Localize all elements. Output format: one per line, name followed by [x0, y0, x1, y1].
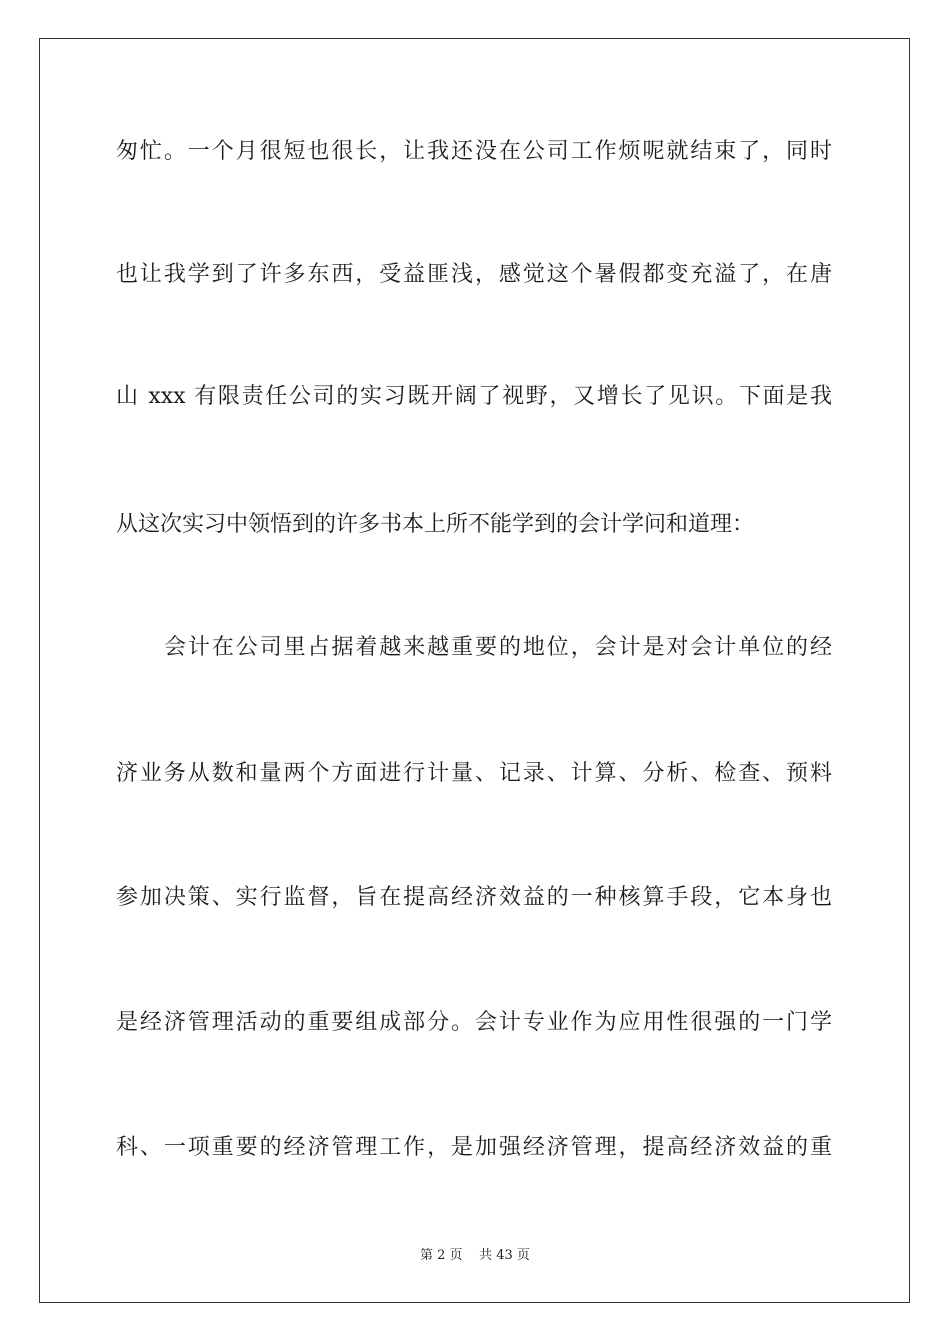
page-border — [39, 38, 910, 1303]
text-line: 是经济管理活动的重要组成部分。会计专业作为应用性很强的一门学 — [116, 1010, 832, 1035]
text-line: 济业务从数和量两个方面进行计量、记录、计算、分析、检查、预料 — [116, 761, 832, 786]
text-line: 科、一项重要的经济管理工作，是加强经济管理，提高经济效益的重 — [116, 1135, 832, 1160]
text-line: 也让我学到了许多东西，受益匪浅，感觉这个暑假都变充溢了，在唐 — [116, 262, 832, 287]
text-line: 从这次实习中领悟到的许多书本上所不能学到的会计学问和道理： — [116, 512, 755, 537]
text-line: 山 xxx 有限责任公司的实习既开阔了视野，又增长了见识。下面是我 — [116, 384, 832, 409]
page-total: 共 43 页 — [479, 1248, 530, 1263]
page-number: 第 2 页 — [420, 1248, 463, 1263]
text-line: 会计在公司里占据着越来越重要的地位，会计是对会计单位的经 — [164, 635, 832, 660]
text-line: 匆忙。一个月很短也很长，让我还没在公司工作烦呢就结束了，同时 — [116, 139, 832, 164]
page-footer — [0, 1247, 950, 1265]
text-line: 参加决策、实行监督，旨在提高经济效益的一种核算手段，它本身也 — [116, 885, 832, 910]
